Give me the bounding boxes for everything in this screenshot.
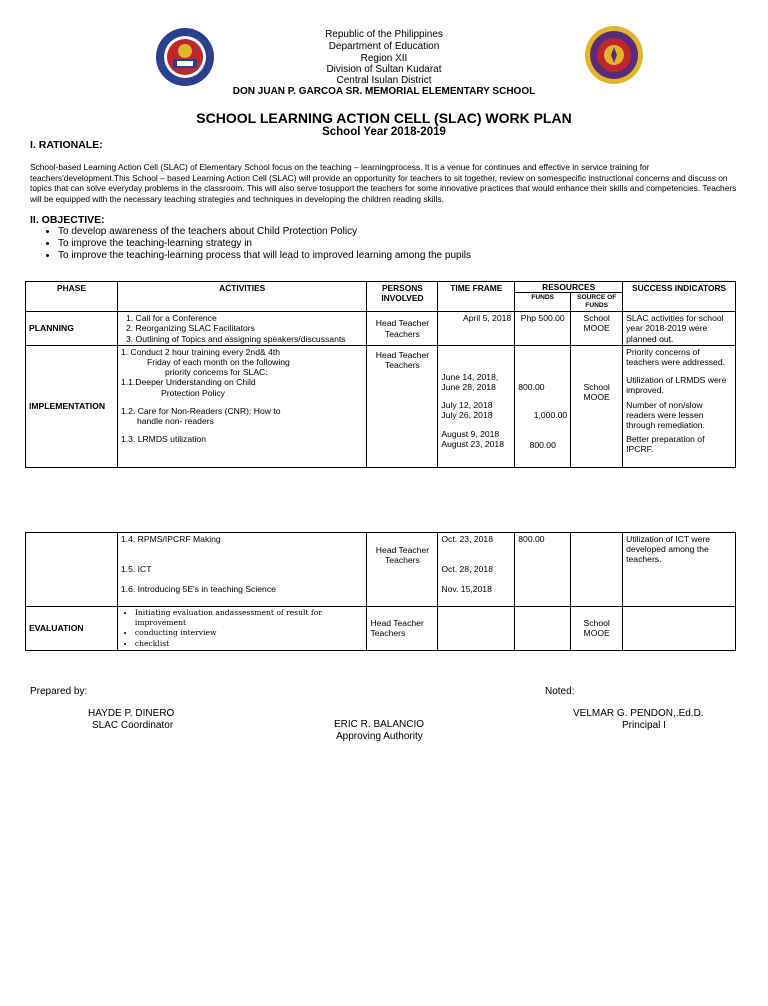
header-indicators: SUCCESS INDICATORS: [623, 282, 736, 312]
phase-planning: PLANNING: [26, 312, 118, 346]
header-phase: PHASE: [26, 282, 118, 312]
impl-time: July 12, 2018 July 26, 2018: [441, 400, 493, 421]
principal-name: VELMAR G. PENDON,.Ed.D.: [573, 708, 704, 719]
cont-time: Nov. 15,2018: [441, 584, 492, 595]
work-plan-table: [25, 281, 736, 468]
impl-fund: 800.00: [518, 381, 545, 392]
impl-time: August 9, 2018 August 23, 2018: [441, 428, 504, 449]
cont-activity: 1.6. Introducing 5E's in teaching Science: [120, 584, 276, 595]
coordinator-title: SLAC Coordinator: [92, 720, 174, 731]
impl-time: June 14, 2018, June 28, 2018: [441, 371, 499, 393]
cont-fund: 800.00: [515, 533, 571, 607]
planning-activity: 3. Outlining of Topics and assigning speakers/discussants: [125, 333, 346, 344]
work-plan-table-continued: [25, 532, 736, 651]
header-line-1: Republic of the Philippines: [325, 29, 443, 40]
table-row: [26, 607, 736, 651]
cont-activity: 1.5. ICT: [120, 564, 152, 575]
coordinator-name: HAYDE P. DINERO: [88, 708, 175, 719]
prepared-label: Prepared by:: [30, 686, 88, 697]
objective-heading: II. OBJECTIVE:: [30, 214, 105, 226]
objective-list: [18, 226, 748, 262]
eval-item: • Initiating evaluation andassessment of result for improvement: [135, 608, 364, 628]
table-row: [26, 533, 736, 607]
header-line-2: Department of Education: [328, 41, 440, 52]
school-year: School Year 2018-2019: [322, 126, 446, 138]
header-line-5: Central Isulan District: [336, 75, 432, 86]
cont-persons: Head Teacher Teachers: [367, 533, 438, 607]
rationale-text: School-based Learning Action Cell (SLAC) of Elementary School focus on the teaching – learningprocess. It is a venue for continues and effective in service training for teachers'development.This School – based Learning Action Cell (SLAC) will provide an opportunity for teachers to sit together, review on somespecific instructional concerns and discuss on topics that can solve everyday problems in the classroom. This will also serve tosupport the teachers for some innovative practices that would enhance their skills and competencies. Teachers will be equipped with the necessary teaching strategies and techniques in developing the children reading skills.: [30, 162, 737, 204]
header-line-3: Region XII: [360, 53, 408, 64]
phase-implementation: IMPLEMENTATION: [26, 345, 118, 467]
planning-indicators: SLAC activities for school year 2018-2019 were planned out.: [623, 312, 736, 346]
impl-source: School MOOE: [571, 345, 623, 467]
eval-item: • conducting interview: [135, 628, 364, 638]
planning-time: April 5, 2018: [438, 312, 515, 346]
objective-item: • To develop awareness of the teachers about Child Protection Policy: [58, 226, 748, 238]
header-source: SOURCE OF FUNDS: [571, 293, 623, 312]
impl-indicator: Number of non/slow readers were lessen through remediation.: [626, 399, 705, 431]
authority-name: ERIC R. BALANCIO: [334, 719, 425, 730]
authority-title: Approving Authority: [336, 731, 423, 742]
impl-activity: 1.3. LRMDS utilization: [120, 434, 206, 445]
objective-item: • To improve the teaching-learning process that will lead to improved learning among the pupils: [58, 250, 748, 262]
planning-source: School MOOE: [571, 312, 623, 346]
impl-indicator: Utilization of LRMDS were improved.: [626, 375, 727, 396]
header-time: TIME FRAME: [438, 282, 515, 312]
impl-activity: priority concerns for SLAC:: [164, 367, 268, 378]
impl-activity: 1.1.Deeper Understanding on Child: [120, 377, 256, 388]
impl-indicator: Better preparation of IPCRF.: [626, 434, 705, 455]
planning-persons: Head Teacher Teachers: [367, 312, 438, 346]
rationale-heading: I. RATIONALE:: [30, 139, 103, 151]
cont-indicators: Utilization of ICT were developed among the teachers.: [623, 533, 736, 607]
table-row: [26, 312, 736, 346]
planning-activity: 2. Reorganizing SLAC Facilitators: [125, 323, 255, 334]
objective-item: • To improve the teaching-learning strategy in: [58, 238, 748, 250]
impl-activity: 1. Conduct 2 hour training every 2nd& 4th: [120, 346, 281, 357]
header-activities: ACTIVITIES: [117, 282, 367, 312]
eval-source: School MOOE: [571, 607, 623, 651]
planning-activity: 1. Call for a Conference: [125, 313, 217, 324]
cont-activity: 1.4. RPMS/IPCRF Making: [120, 534, 221, 544]
impl-activity: 1.2. Care for Non-Readers (CNR): How to: [120, 405, 281, 416]
header-line-4: Division of Sultan Kudarat: [326, 64, 442, 75]
school-name: DON JUAN P. GARCOA SR. MEMORIAL ELEMENTARY SCHOOL: [232, 86, 536, 97]
impl-activity: handle non- readers: [136, 416, 214, 427]
eval-persons: Head Teacher Teachers: [367, 607, 438, 651]
cont-time: Oct. 23, 2018: [441, 534, 493, 544]
document-title: SCHOOL LEARNING ACTION CELL (SLAC) WORK PLAN: [196, 110, 572, 126]
phase-evaluation: EVALUATION: [26, 607, 118, 651]
cont-time: Oct. 28, 2018: [441, 564, 493, 575]
header-resources: RESOURCES: [515, 282, 623, 293]
planning-funds: Php 500.00: [515, 312, 571, 346]
eval-item: • checklist: [135, 639, 364, 649]
principal-title: Principal I: [622, 720, 666, 731]
table-row: [26, 345, 736, 467]
impl-activity: Protection Policy: [160, 387, 225, 398]
impl-activity: Friday of each month on the following: [146, 357, 290, 368]
impl-persons: Head Teacher Teachers: [367, 345, 438, 467]
header-persons: PERSONS INVOLVED: [367, 282, 438, 312]
header-funds: FUNDS: [515, 293, 571, 312]
impl-indicator: Priority concerns of teachers were addressed.: [626, 346, 726, 368]
impl-fund: 1,000.00: [533, 410, 568, 421]
impl-fund: 800.00: [529, 440, 556, 451]
noted-label: Noted:: [545, 686, 575, 697]
